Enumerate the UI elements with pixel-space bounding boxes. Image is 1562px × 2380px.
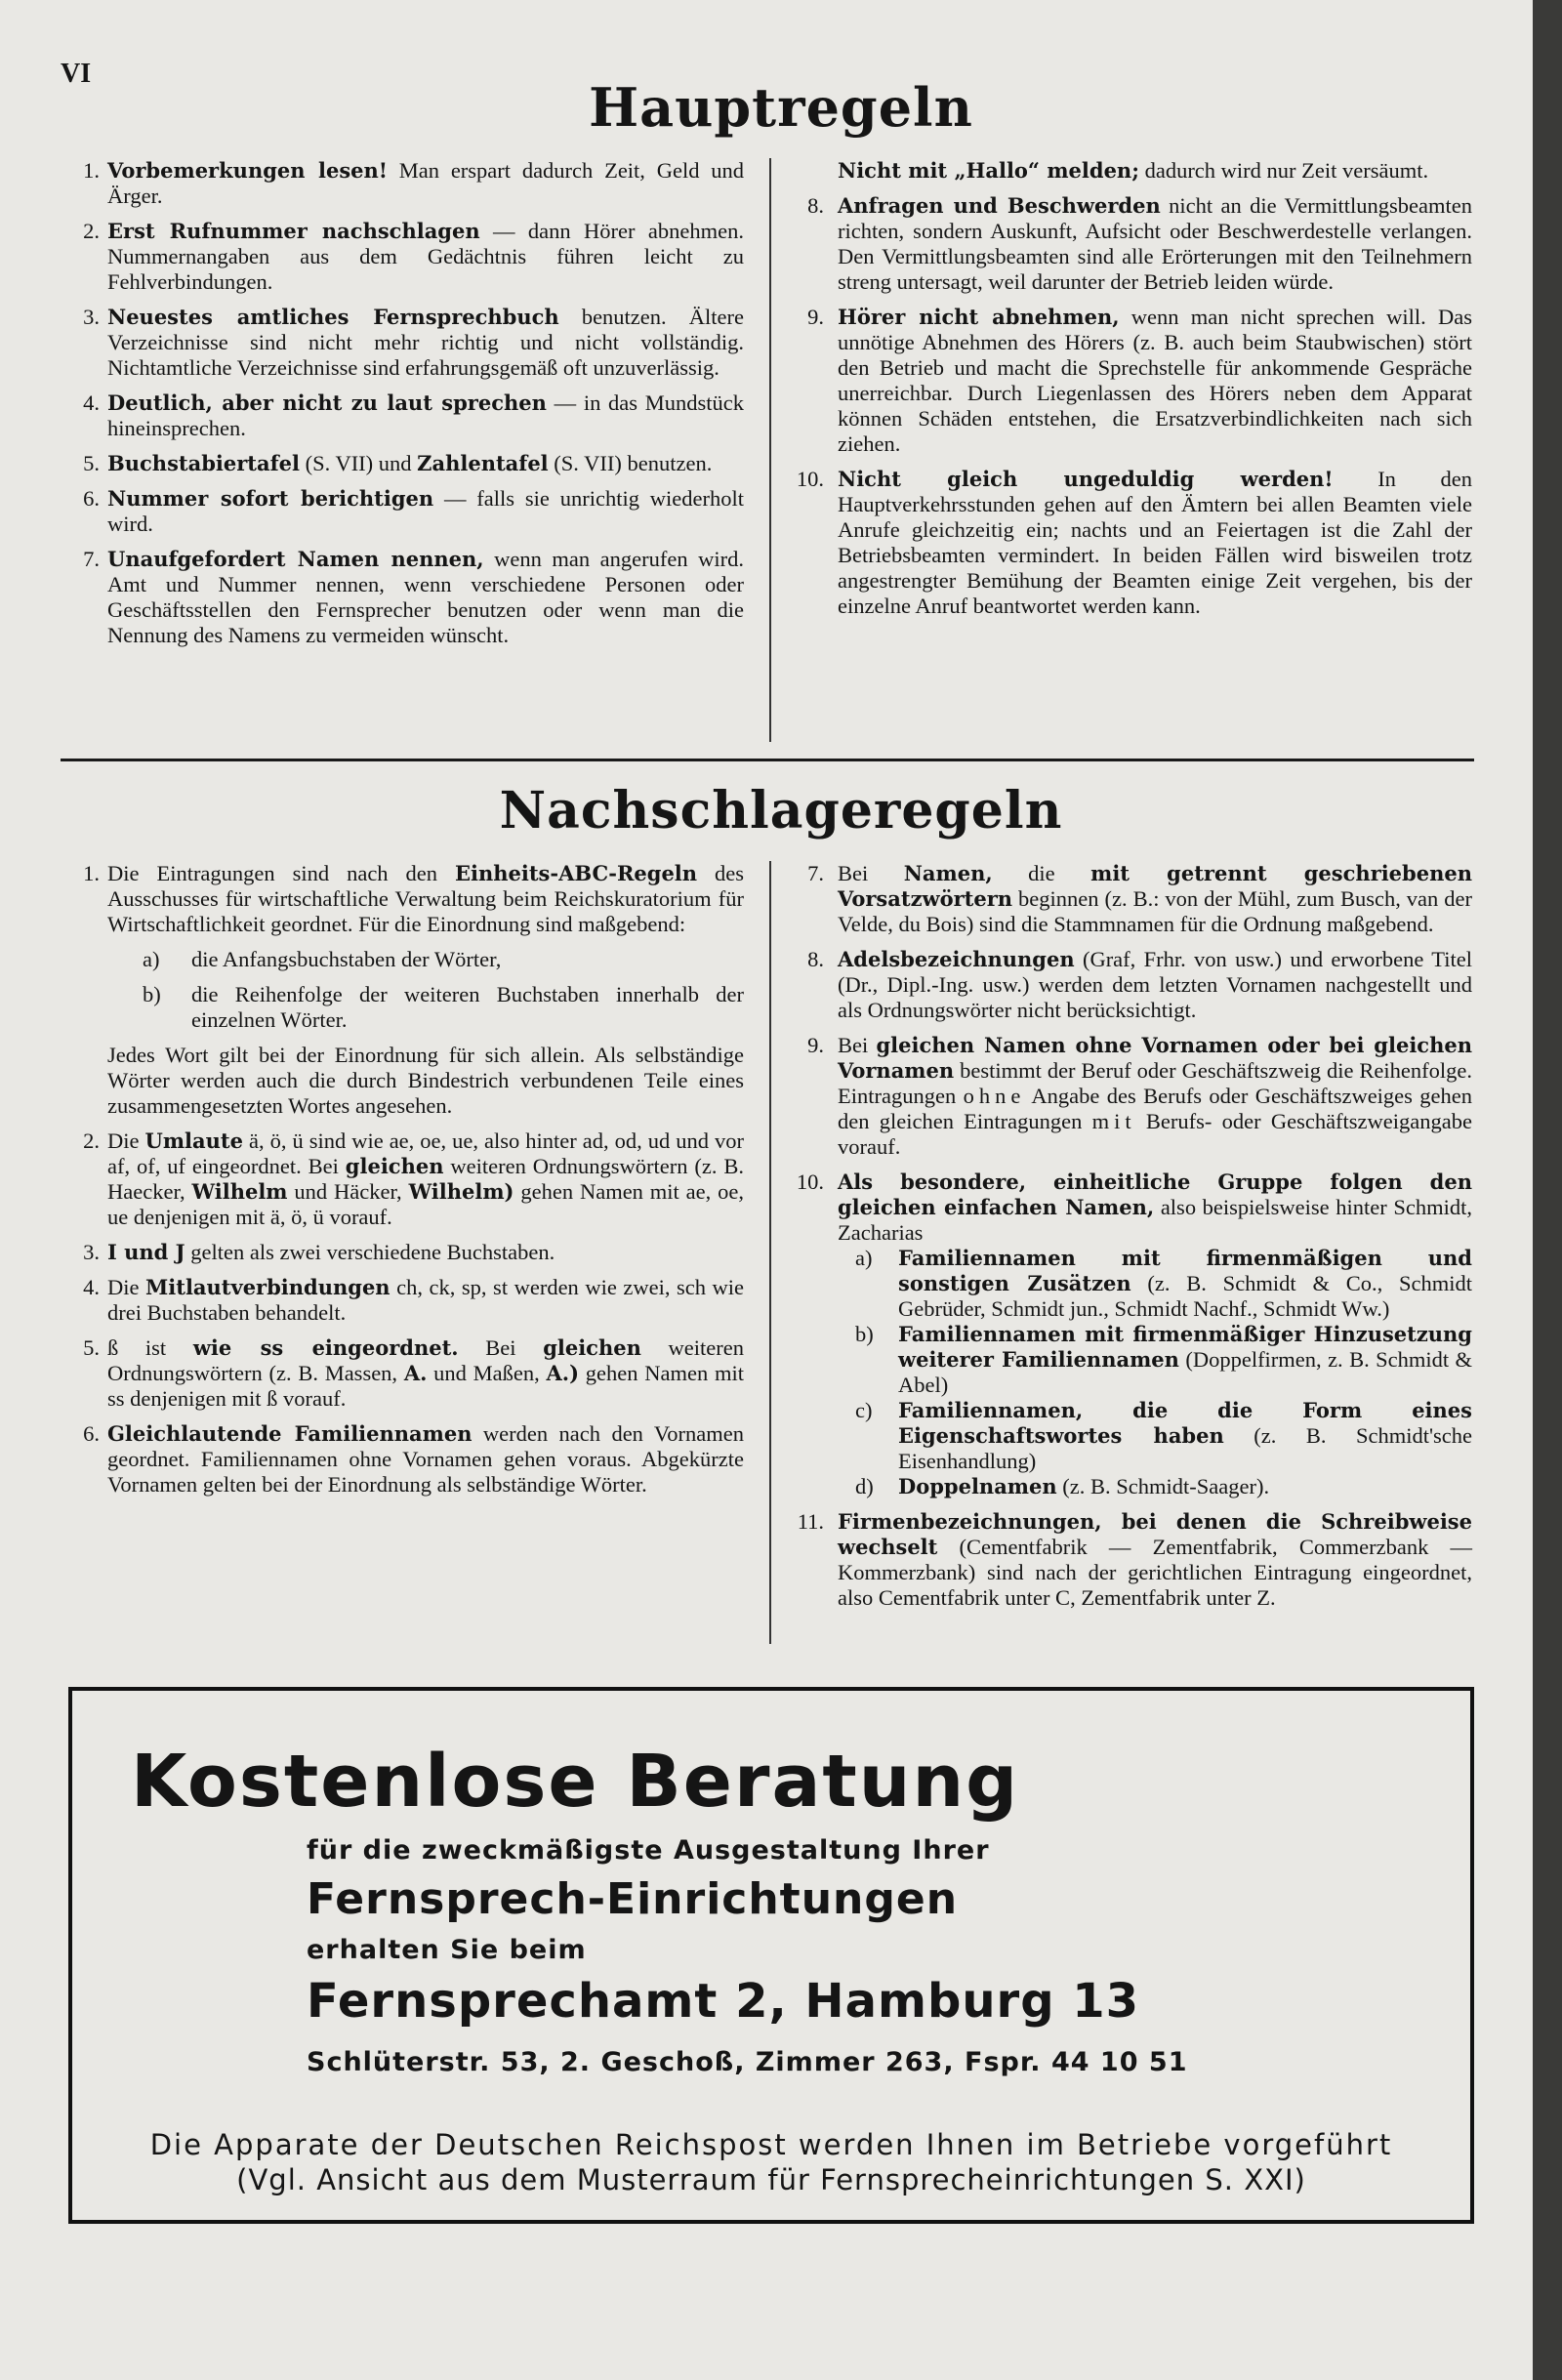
rule-item: 5. Buchstabiertafel (S. VII) und Zahlentafel (S. VII) benutzen. (83, 451, 713, 475)
rule-item: 2. Erst Rufnummer nachschlagen — dann Hörer abnehmen. Nummernangaben aus dem Gedächtnis führen leicht zu Fehlverbindungen. (83, 219, 745, 294)
rule-item: Nicht mit „Hallo“ melden; dadurch wird nur Zeit versäumt. (838, 158, 1429, 183)
rule-item: 7. Bei Namen, die mit getrennt geschriebenen Vorsatzwörtern beginnen (z. B.: von der Mühl, zum Busch, van der Velde, du Bois) sind die Stammnamen für die Ordnung maßgebend. (807, 861, 1472, 936)
rule-item: 4. Deutlich, aber nicht zu laut sprechen — in das Mundstück hineinsprechen. (83, 390, 744, 440)
rule-item: 10. Nicht gleich ungeduldig werden! In den Hauptverkehrsstunden gehen auf den Ämtern bei allen Beamten viele Anrufe gleichzeitig ein; nachts und an Feiertagen ist die Zahl der Betriebsbeamten vermindert. In beiden Fällen wird bisweilen trotz angestrengter Bemühung der Beamten einige Zeit vergehen, bis der einzelne Anruf beantwortet werden kann. (796, 467, 1472, 618)
page-number: VI (61, 59, 92, 89)
hauptregeln-left-column (61, 158, 744, 658)
rule-item: 6. Gleichlautende Familiennamen werden nach den Vornamen geordnet. Familiennamen ohne Vornamen gehen voraus. Abgekürzte Vornamen gelten bei der Einordnung als selbständige Wörter. (83, 1421, 744, 1497)
column-divider (769, 158, 771, 742)
rule-item: 1. Die Eintragungen sind nach den Einheits-ABC-Regeln des Ausschusses für wirtschaftliche Verwaltung beim Reichskuratorium für Wirtschaftlichkeit geordnet. Für die Einordnung sind maßgebend: a) die Anfangsbuchstaben der Wörter, b) die Reihenfolge der weiteren Buchstaben innerhalb der einzelnen Wörter. Jedes Wort gilt bei der Einordnung für sich allein. Als selbständige Wörter werden auch die durch Bindestrich verbundenen Teile eines zusammengesetzten Wortes angesehen. (83, 861, 745, 1118)
rule-item: 2. Die Umlaute ä, ö, ü sind wie ae, oe, ue, also hinter ad, od, ud und vor af, of, uf eingeordnet. Bei gleichen weiteren Ordnungswörtern (z. B. Haecker, Wilhelm und Häcker, Wilhelm) gehen Namen mit ae, oe, ue denjenigen mit ä, ö, ü vorauf. (83, 1128, 744, 1229)
rule-item: 9. Hörer nicht abnehmen, wenn man nicht sprechen will. Das unnötige Abnehmen des Hörers (z. B. auch beim Staubwischen) stört den Betrieb und macht die Sprechstelle für ankommende Gespräche unerreichbar. Durch Liegenlassen des Hörers neben dem Apparat können Schäden entstehen, die Ersatzverbindlichkeiten nach sich ziehen. (807, 305, 1472, 456)
rule-item: 4. Die Mitlautverbindungen ch, ck, sp, st werden wie zwei, sch wie drei Buchstaben behandelt. (83, 1275, 744, 1325)
advertisement-box (68, 1687, 1474, 2224)
rule-item: 10. Als besondere, einheitliche Gruppe folgen den gleichen einfachen Namen, also beispielsweise hinter Schmidt, Zacharias a) Familiennamen mit firmenmäßigen und sonstigen Zusätzen (z. B. Schmidt & Co., Schmidt Gebrüder, Schmidt jun., Schmidt Nachf., Schmidt Ww.) b) Familiennamen mit firmenmäßiger Hinzusetzung weiterer Familiennamen (Doppelfirmen, z. B. Schmidt & Abel) c) Familiennamen, die die Form eines Eigenschaftswortes haben (z. B. Schmidt'sche Eisenhandlung) d) Doppelnamen (z. B. Schmidt-Saager). (796, 1169, 1473, 1498)
nachschlageregeln-right-column (796, 861, 1473, 1621)
section-title-nachschlageregeln: Nachschlageregeln (499, 781, 1063, 841)
ad-title: Kostenlose Beratung (131, 1740, 1020, 1824)
page-edge (1533, 0, 1562, 2380)
rule-item: 6. Nummer sofort berichtigen — falls sie unrichtig wiederholt wird. (83, 486, 744, 536)
rule-item: 8. Adelsbezeichnungen (Graf, Frhr. von usw.) und erworbene Titel (Dr., Dipl.-Ing. usw.) werden dem letzten Vornamen nachgestellt und als Ordnungswörter nicht berücksichtigt. (807, 947, 1472, 1022)
ad-line: für die zweckmäßigste Ausgestaltung Ihrer (307, 1835, 990, 1866)
rule-item: 11. Firmenbezeichnungen, bei denen die Schreibweise wechselt (Cementfabrik — Zementfabrik, Commerzbank — Kommerzbank) sind nach der gerichtlichen Eintragung eingeordnet, also Cementfabrik unter C, Zementfabrik unter Z. (797, 1509, 1472, 1610)
ad-address: Schlüterstr. 53, 2. Geschoß, Zimmer 263, Fspr. 44 10 51 (307, 2047, 1188, 2077)
nachschlageregeln-left-column (61, 861, 744, 1507)
hauptregeln-right-column (796, 158, 1472, 629)
rule-item: 8. Anfragen und Beschwerden nicht an die Vermittlungsbeamten richten, sondern Auskunft, Aufsicht oder Beschwerdestelle verlangen. Den Vermittlungsbeamten sind alle Erörterungen mit den Teilnehmern streng untersagt, weil darunter der Betrieb leiden würde. (807, 193, 1472, 294)
rule-item: 9. Bei gleichen Namen ohne Vornamen oder bei gleichen Vornamen bestimmt der Beruf oder Geschäftszweig die Reihenfolge. Eintragungen ohne Angabe des Berufs oder Geschäftszweiges gehen den gleichen Eintragungen mit Berufs- oder Geschäftszweigangabe vorauf. (807, 1033, 1472, 1159)
rule-item: 7. Unaufgefordert Namen nennen, wenn man angerufen wird. Amt und Nummer nennen, wenn verschiedene Personen oder Geschäftsstellen den Fernsprecher benutzen oder wenn man die Nennung des Namens zu vermeiden wünscht. (83, 547, 744, 647)
ad-line: erhalten Sie beim (307, 1935, 587, 1965)
ad-footer-line: (Vgl. Ansicht aus dem Musterraum für Fernsprecheinrichtungen S. XXI) (236, 2163, 1306, 2196)
column-divider (769, 861, 771, 1644)
rule-item: 3. Neuestes amtliches Fernsprechbuch benutzen. Ältere Verzeichnisse sind nicht mehr richtig und nicht vollständig. Nichtamtliche Verzeichnisse sind erfahrungsgemäß oft unzuverlässig. (83, 305, 744, 380)
section-title-hauptregeln: Hauptregeln (589, 76, 973, 139)
rule-item: 3. I und J gelten als zwei verschiedene Buchstaben. (83, 1240, 555, 1264)
section-divider (61, 759, 1474, 761)
rule-item: 1. Vorbemerkungen lesen! Man erspart dadurch Zeit, Geld und Ärger. (83, 158, 744, 208)
ad-office-name: Fernsprechamt 2, Hamburg 13 (307, 1974, 1140, 2029)
ad-headline: Fernsprech-Einrichtungen (307, 1874, 959, 1924)
rule-item: 5. ß ist wie ss eingeordnet. Bei gleichen weiteren Ordnungswörtern (z. B. Massen, A. und Maßen, A.) gehen Namen mit ss denjenigen mit ß vorauf. (83, 1335, 744, 1411)
ad-footer-line: Die Apparate der Deutschen Reichspost werden Ihnen im Betriebe vorgeführt (149, 2128, 1393, 2161)
